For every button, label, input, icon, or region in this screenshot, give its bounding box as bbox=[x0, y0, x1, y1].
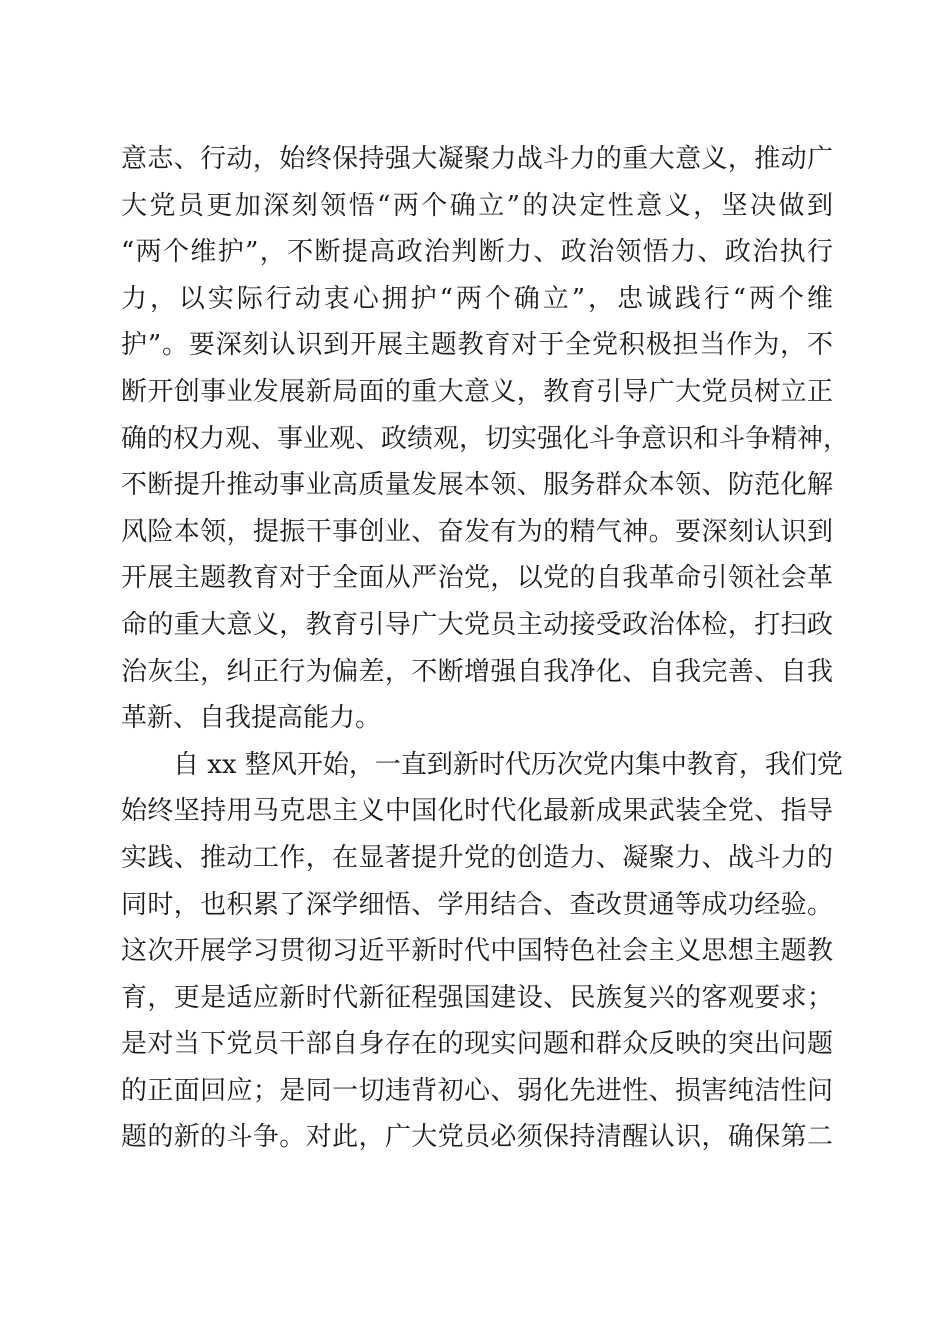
body-text bbox=[121, 136, 850, 1161]
paragraph-line: 实践、推动工作，在显著提升党的创造力、凝聚力、战斗力的 bbox=[121, 842, 833, 873]
paragraph-line: 确的权力观、事业观、政绩观，切实强化斗争意识和斗争精神， bbox=[121, 423, 850, 454]
paragraph-line: 治灰尘，纠正行为偏差，不断增强自我净化、自我完善、自我 bbox=[121, 656, 833, 687]
paragraph-line: 意志、行动，始终保持强大凝聚力战斗力的重大意义，推动广 bbox=[121, 144, 833, 174]
paragraph-line: 育，更是适应新时代新征程强国建设、民族复兴的客观要求； bbox=[121, 982, 833, 1013]
paragraph-line: 开展主题教育对于全面从严治党，以党的自我革命引领社会革 bbox=[121, 563, 833, 594]
paragraph-1 bbox=[121, 136, 850, 742]
paragraph-line: 题的新的斗争。对此，广大党员必须保持清醒认识，确保第二 bbox=[121, 1122, 833, 1153]
paragraph-line: 不断提升推动事业高质量发展本领、服务群众本领、防范化解 bbox=[121, 470, 833, 501]
paragraph-line: “两个维护”，不断提高政治判断力、政治领悟力、政治执行 bbox=[121, 237, 833, 268]
paragraph-line: 是对当下党员干部自身存在的现实问题和群众反映的突出问题 bbox=[121, 1029, 833, 1060]
paragraph-line: 大党员更加深刻领悟“两个确立”的决定性意义，坚决做到 bbox=[121, 190, 833, 221]
paragraph-line: 的正面回应；是同一切违背初心、弱化先进性、损害纯洁性问 bbox=[121, 1075, 833, 1106]
paragraph-line: 风险本领，提振干事创业、奋发有为的精气神。要深刻认识到 bbox=[121, 516, 833, 547]
paragraph-line: 力，以实际行动衷心拥护“两个确立”，忠诚践行“两个维 bbox=[121, 283, 833, 314]
paragraph-line: 始终坚持用马克思主义中国化时代化最新成果武装全党、指导 bbox=[121, 796, 833, 827]
paragraph-2 bbox=[121, 742, 843, 1161]
paragraph-line: 护”。要深刻认识到开展主题教育对于全党积极担当作为，不 bbox=[121, 330, 833, 361]
paragraph-line: 断开创事业发展新局面的重大意义，教育引导广大党员树立正 bbox=[121, 376, 833, 407]
paragraph-line: 革新、自我提高能力。 bbox=[121, 703, 382, 734]
paragraph-line: 这次开展学习贯彻习近平新时代中国特色社会主义思想主题教 bbox=[121, 936, 833, 967]
paragraph-line: 同时，也积累了深学细悟、学用结合、查改贯通等成功经验。 bbox=[121, 889, 833, 920]
paragraph-line: 自 xx 整风开始，一直到新时代历次党内集中教育，我们党 bbox=[173, 749, 843, 780]
paragraph-line: 命的重大意义，教育引导广大党员主动接受政治体检，打扫政 bbox=[121, 609, 833, 640]
